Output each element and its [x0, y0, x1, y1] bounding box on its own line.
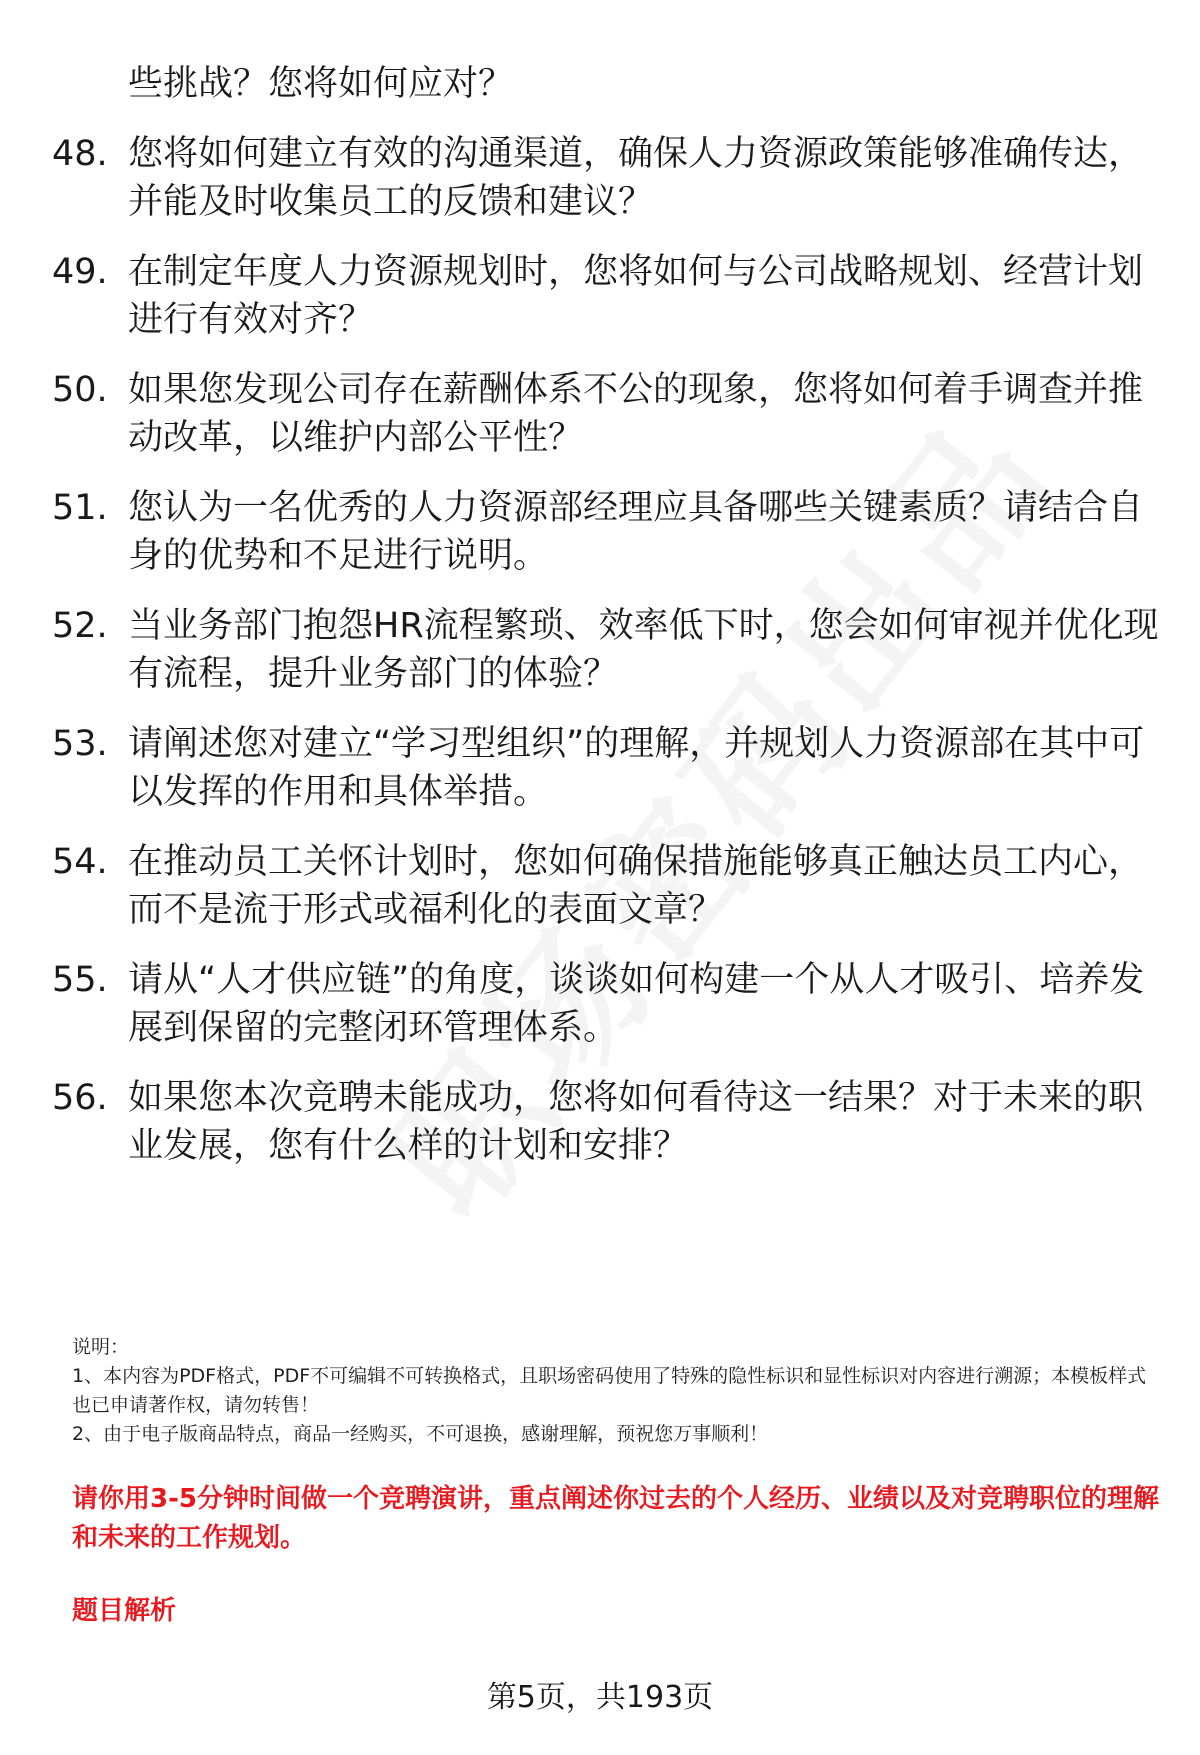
question-continuation: 些挑战？您将如何应对？	[128, 64, 514, 104]
question-item	[52, 838, 1162, 934]
question-item	[52, 248, 1162, 344]
question-item	[52, 956, 1162, 1052]
note-line: 1、本内容为PDF格式，PDF不可编辑不可转换格式，且职场密码使用了特殊的隐性标识和显性标识对内容进行溯源；本模板样式也已申请著作权，请勿转售！	[72, 1365, 1147, 1416]
question-item	[52, 602, 1162, 698]
question-number: 54.	[52, 842, 108, 882]
question-text: 在制定年度人力资源规划时，您将如何与公司战略规划、经营计划进行有效对齐？	[128, 252, 1144, 340]
question-number: 56.	[52, 1078, 108, 1118]
note-line: 2、由于电子版商品特点，商品一经购买，不可退换，感谢理解，预祝您万事顺利！	[72, 1423, 769, 1445]
question-text: 请阐述您对建立“学习型组织”的理解，并规划人力资源部在其中可以发挥的作用和具体举措。	[128, 724, 1145, 812]
note-title: 说明：	[72, 1336, 130, 1358]
question-number: 51.	[52, 488, 108, 528]
question-number: 55.	[52, 960, 108, 1000]
question-text: 如果您本次竞聘未能成功，您将如何看待这一结果？对于未来的职业发展，您有什么样的计划和安排？	[128, 1078, 1144, 1166]
question-text: 请从“人才供应链”的角度，谈谈如何构建一个从人才吸引、培养发展到保留的完整闭环管理体系。	[128, 960, 1145, 1048]
question-item	[52, 130, 1162, 226]
disclaimer-note	[72, 1333, 1162, 1449]
question-text: 如果您发现公司存在薪酬体系不公的现象，您将如何着手调查并推动改革，以维护内部公平性？	[128, 370, 1144, 458]
question-item	[52, 720, 1162, 816]
speech-prompt: 请你用3-5分钟时间做一个竞聘演讲，重点阐述你过去的个人经历、业绩以及对竞聘职位的理解和未来的工作规划。	[72, 1484, 1159, 1553]
question-number: 52.	[52, 606, 108, 646]
analysis-heading: 题目解析	[72, 1596, 177, 1626]
question-text: 您认为一名优秀的人力资源部经理应具备哪些关键素质？请结合自身的优势和不足进行说明。	[128, 488, 1144, 576]
question-item	[52, 484, 1162, 580]
question-text: 在推动员工关怀计划时，您如何确保措施能够真正触达员工内心，而不是流于形式或福利化的表面文章？	[128, 842, 1144, 930]
question-number: 50.	[52, 370, 108, 410]
question-number: 49.	[52, 252, 108, 292]
question-text: 您将如何建立有效的沟通渠道，确保人力资源政策能够准确传达，并能及时收集员工的反馈和建议？	[128, 134, 1144, 222]
question-number: 53.	[52, 724, 108, 764]
question-item	[52, 366, 1162, 462]
question-text: 当业务部门抱怨HR流程繁琐、效率低下时，您会如何审视并优化现有流程，提升业务部门的体验？	[128, 606, 1159, 694]
question-number: 48.	[52, 134, 108, 174]
question-item	[52, 1074, 1162, 1170]
page-number-footer: 第5页，共193页	[486, 1680, 714, 1715]
